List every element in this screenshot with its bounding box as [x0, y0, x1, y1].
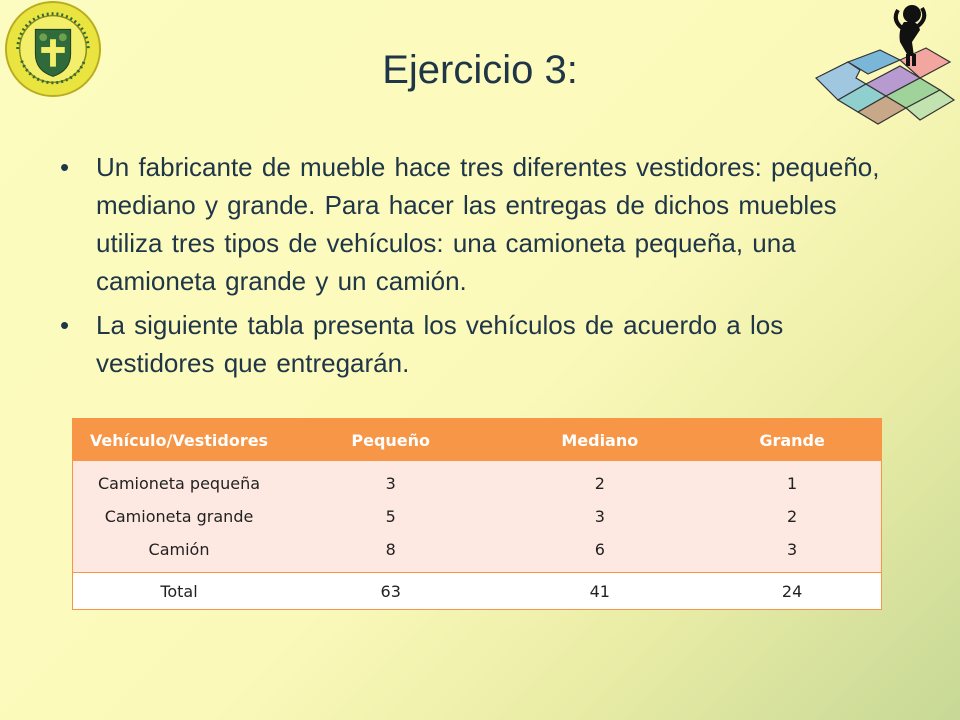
table-row [73, 461, 882, 573]
column-header: Grande [703, 419, 881, 462]
bullet-item [60, 306, 910, 382]
medium-column [496, 461, 703, 573]
table-cell: 5 [385, 507, 396, 526]
table-cell: 63 [285, 573, 496, 610]
table-cell: 3 [385, 474, 396, 493]
table-cell: Total [73, 573, 286, 610]
bullet-symbol: • [60, 152, 70, 182]
bullet-text: Un fabricante de mueble hace tres diferentes vestidores: pequeño, mediano y grande. Para hacer las entregas de dichos muebles utiliza tres tipos de vehículos: una camioneta pequeña, una camioneta grande y un camión. [96, 152, 880, 296]
table-cell: Camioneta pequeña [97, 474, 261, 493]
bullet-list [60, 148, 910, 388]
large-column [703, 461, 881, 573]
table-cell: 3 [594, 507, 605, 526]
bullet-text: La siguiente tabla presenta los vehículos de acuerdo a los vestidores que entregarán. [96, 310, 784, 378]
table-cell: 1 [787, 474, 798, 493]
table-cell: Camioneta grande [104, 507, 254, 526]
table-cell: 41 [496, 573, 703, 610]
bullet-symbol: • [60, 310, 70, 340]
table-cell: 8 [385, 540, 396, 559]
bullet-item [60, 148, 910, 300]
table-header-row [73, 419, 882, 462]
table-cell: 24 [703, 573, 881, 610]
column-header: Mediano [496, 419, 703, 462]
column-header: Vehículo/Vestidores [73, 419, 286, 462]
table-cell: 2 [787, 507, 798, 526]
total-row [73, 573, 882, 610]
small-column [285, 461, 496, 573]
vehicle-table [72, 418, 882, 610]
vehicle-column [73, 461, 286, 573]
slide-title: Ejercicio 3: [382, 48, 578, 92]
table-cell: 6 [594, 540, 605, 559]
table-cell: 3 [787, 540, 798, 559]
table-cell: Camión [148, 540, 210, 559]
table-cell: 2 [594, 474, 605, 493]
column-header: Pequeño [285, 419, 496, 462]
